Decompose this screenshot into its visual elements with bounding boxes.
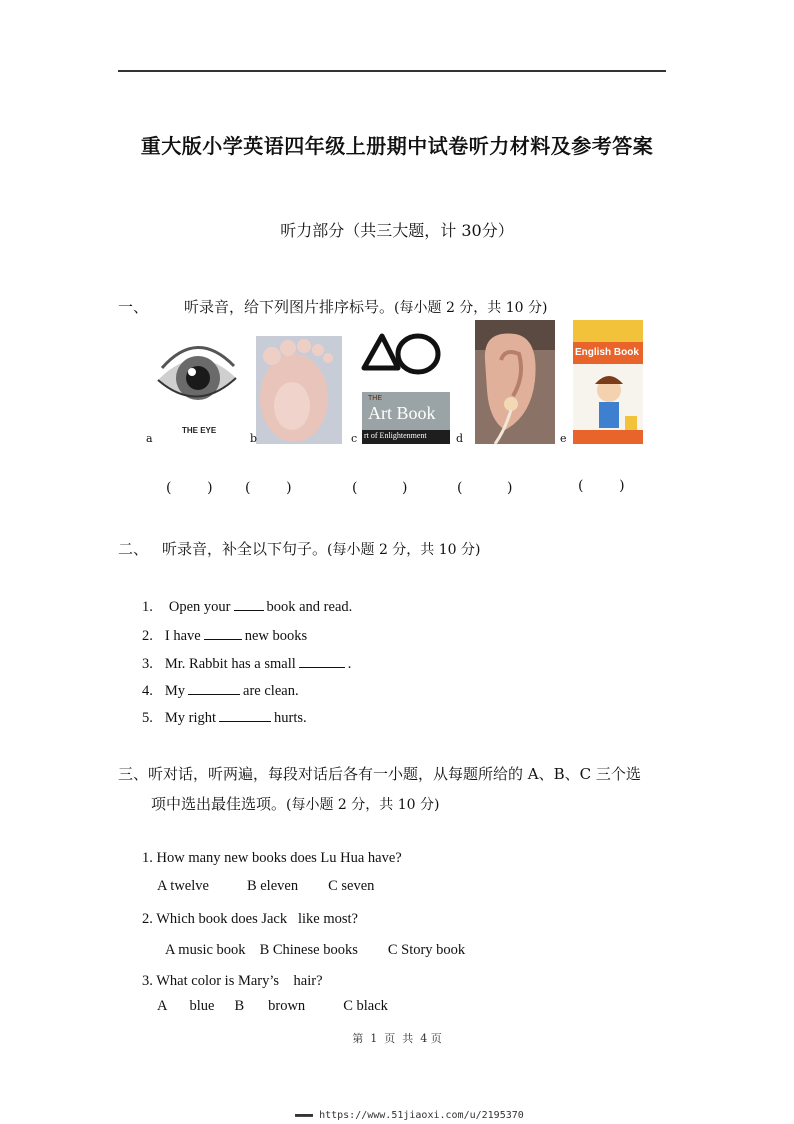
picture-art-book bbox=[360, 328, 450, 444]
fill-item-3 bbox=[142, 653, 351, 673]
item-text: My bbox=[164, 683, 186, 699]
question-3-options bbox=[157, 998, 388, 1015]
picture-ear bbox=[475, 320, 555, 444]
option-a[interactable]: A music book bbox=[165, 942, 246, 958]
option-b-text[interactable]: brown bbox=[268, 998, 306, 1014]
art-book-cover bbox=[362, 392, 450, 444]
fill-item-2 bbox=[142, 625, 307, 645]
item-text: book and read. bbox=[266, 599, 353, 615]
item-text: hurts. bbox=[274, 710, 307, 726]
item-text: are clean. bbox=[243, 683, 299, 699]
page-title: 重大版小学英语四年级上册期中试卷听力材料及参考答案 bbox=[140, 134, 654, 158]
item-text: Mr. Rabbit has a small bbox=[164, 656, 296, 672]
option-c[interactable]: C Story book bbox=[387, 942, 466, 958]
answer-paren-b[interactable]: ( ) bbox=[245, 480, 292, 496]
section3-heading-line2 bbox=[151, 793, 439, 814]
option-a[interactable]: A twelve bbox=[157, 878, 209, 894]
english-book-cover-icon bbox=[573, 320, 643, 444]
section1-number: 一、 bbox=[118, 298, 149, 316]
picture-letter-a: a bbox=[146, 432, 153, 445]
watermark-link[interactable]: ▬▬▬ https://www.51jiaoxi.com/u/2195370 bbox=[295, 1110, 524, 1121]
answer-paren-a[interactable]: ( ) bbox=[166, 480, 213, 496]
section3-number: 三、 bbox=[118, 765, 149, 783]
item-text: I have bbox=[164, 628, 201, 644]
item-number: 4. bbox=[142, 683, 153, 699]
item-text: Open your bbox=[168, 599, 231, 615]
answer-blank[interactable] bbox=[299, 653, 345, 668]
art-book-the: THE bbox=[368, 395, 382, 402]
foot-photo-icon bbox=[256, 336, 342, 444]
picture-letter-d: d bbox=[456, 432, 464, 445]
item-number: 1. bbox=[142, 599, 153, 615]
fill-item-5 bbox=[142, 707, 307, 727]
english-book-title: English Book bbox=[575, 347, 639, 358]
item-number: 5. bbox=[142, 710, 153, 726]
option-a-letter[interactable]: A bbox=[157, 998, 168, 1014]
option-c[interactable]: C black bbox=[343, 998, 388, 1014]
section1-note: (每小题 2 分，共 10 分) bbox=[394, 300, 548, 316]
art-book-title: Art Book bbox=[368, 403, 436, 423]
answer-paren-d[interactable]: ( ) bbox=[457, 480, 513, 496]
item-number: 3. bbox=[142, 656, 153, 672]
question-2-options bbox=[165, 942, 465, 959]
answer-blank[interactable] bbox=[234, 596, 264, 611]
page-footer: 第 1 页 共 4 页 bbox=[352, 1032, 442, 1045]
header-rule bbox=[118, 70, 666, 72]
picture-foot bbox=[256, 336, 342, 444]
option-c[interactable]: C seven bbox=[328, 878, 375, 894]
section2-number: 二、 bbox=[118, 540, 149, 558]
section2-note: (每小题 2 分，共 10 分) bbox=[327, 542, 481, 558]
picture-letter-b: b bbox=[250, 432, 258, 445]
option-b[interactable]: B eleven bbox=[246, 878, 299, 894]
section3-note: (每小题 2 分，共 10 分) bbox=[286, 797, 440, 813]
ear-photo-icon bbox=[475, 320, 555, 444]
picture-letter-e: e bbox=[560, 432, 567, 445]
section2-heading bbox=[118, 538, 480, 559]
answer-paren-c[interactable]: ( ) bbox=[352, 480, 408, 496]
answer-blank[interactable] bbox=[204, 625, 242, 640]
item-text: new books bbox=[244, 628, 308, 644]
fill-item-1 bbox=[142, 596, 352, 616]
option-b-letter[interactable]: B bbox=[234, 998, 245, 1014]
section3-text2: 项中选出最佳选项。 bbox=[151, 795, 287, 813]
answer-paren-e[interactable]: ( ) bbox=[578, 478, 625, 494]
section1-heading bbox=[118, 296, 547, 317]
item-text: My right bbox=[164, 710, 217, 726]
section3-heading-line1 bbox=[118, 763, 641, 784]
item-text: . bbox=[347, 656, 352, 672]
question-1: 1. How many new books does Lu Hua have? bbox=[142, 850, 402, 866]
question-1-options bbox=[157, 878, 374, 895]
page-subtitle: 听力部分（共三大题，计 30分） bbox=[280, 221, 514, 240]
section1-text: 听录音，给下列图片排序标号。 bbox=[184, 298, 395, 316]
art-book-logo-icon bbox=[360, 328, 450, 388]
picture-english-book bbox=[573, 320, 643, 444]
section3-text: 听对话，听两遍，每段对话后各有一小题，从每题所给的 A、B、C 三个选 bbox=[148, 765, 641, 783]
question-3: 3. What color is Mary’s hair? bbox=[142, 973, 323, 989]
answer-blank[interactable] bbox=[188, 680, 240, 695]
section2-text: 听录音，补全以下句子。 bbox=[162, 540, 328, 558]
option-a-text[interactable]: blue bbox=[189, 998, 215, 1014]
picture-letter-c: c bbox=[351, 432, 358, 445]
question-2: 2. Which book does Jack like most? bbox=[142, 911, 358, 927]
art-book-subtitle: rt of Enlightenment bbox=[364, 431, 427, 440]
fill-item-4 bbox=[142, 680, 299, 700]
eye-caption: THE EYE bbox=[182, 426, 217, 435]
picture-eye bbox=[156, 328, 238, 444]
answer-blank[interactable] bbox=[219, 707, 271, 722]
option-b[interactable]: B Chinese books bbox=[259, 942, 358, 958]
item-number: 2. bbox=[142, 628, 153, 644]
